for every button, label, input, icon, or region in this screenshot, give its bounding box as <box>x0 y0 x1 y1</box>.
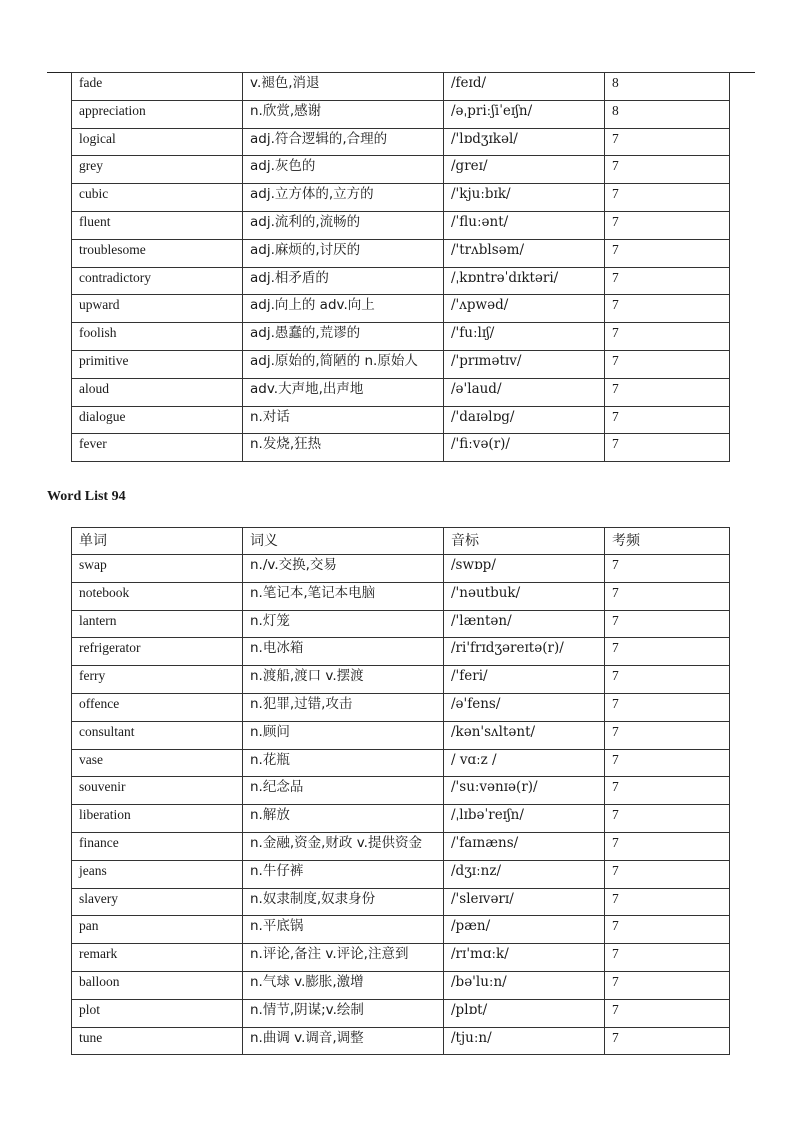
meaning-cell: adj.灰色的 <box>243 156 444 184</box>
table-row <box>72 378 730 406</box>
word-cell: fluent <box>72 211 243 239</box>
meaning-cell: adj.符合逻辑的,合理的 <box>243 128 444 156</box>
word-cell: souvenir <box>72 777 243 805</box>
frequency-cell: 8 <box>605 100 730 128</box>
word-cell: troublesome <box>72 239 243 267</box>
phonetic-cell: /kən'sʌltənt/ <box>444 721 605 749</box>
table-row <box>72 610 730 638</box>
word-cell: dialogue <box>72 406 243 434</box>
frequency-cell: 7 <box>605 128 730 156</box>
frequency-cell: 7 <box>605 999 730 1027</box>
frequency-cell: 7 <box>605 693 730 721</box>
phonetic-cell: /dʒɪːnz/ <box>444 860 605 888</box>
table-row <box>72 555 730 583</box>
word-cell: remark <box>72 944 243 972</box>
meaning-cell: adj.相矛盾的 <box>243 267 444 295</box>
header-frequency: 考频 <box>605 528 730 555</box>
meaning-cell: n.顾问 <box>243 721 444 749</box>
phonetic-cell: /'ʌpwəd/ <box>444 295 605 323</box>
word-list-94-rows <box>72 555 730 1055</box>
frequency-cell: 7 <box>605 721 730 749</box>
frequency-cell: 7 <box>605 666 730 694</box>
phonetic-cell: /'trʌblsəm/ <box>444 239 605 267</box>
meaning-cell: n.气球 v.膨胀,激增 <box>243 971 444 999</box>
word-cell: logical <box>72 128 243 156</box>
table-row <box>72 128 730 156</box>
word-cell: primitive <box>72 350 243 378</box>
word-cell: swap <box>72 555 243 583</box>
meaning-cell: n.情节,阴谋;v.绘制 <box>243 999 444 1027</box>
table-row <box>72 582 730 610</box>
frequency-cell: 7 <box>605 638 730 666</box>
meaning-cell: n.灯笼 <box>243 610 444 638</box>
phonetic-cell: /feɪd/ <box>444 73 605 101</box>
table-row <box>72 73 730 101</box>
table-row <box>72 666 730 694</box>
word-cell: vase <box>72 749 243 777</box>
meaning-cell: n.发烧,狂热 <box>243 434 444 462</box>
frequency-cell: 7 <box>605 350 730 378</box>
table-row <box>72 184 730 212</box>
table-row <box>72 888 730 916</box>
table-row <box>72 638 730 666</box>
table-row <box>72 805 730 833</box>
phonetic-cell: /tjuːn/ <box>444 1027 605 1055</box>
meaning-cell: n.解放 <box>243 805 444 833</box>
phonetic-cell: /'læntən/ <box>444 610 605 638</box>
table-row <box>72 916 730 944</box>
frequency-cell: 7 <box>605 805 730 833</box>
frequency-cell: 7 <box>605 749 730 777</box>
frequency-cell: 7 <box>605 582 730 610</box>
word-cell: consultant <box>72 721 243 749</box>
table-row <box>72 693 730 721</box>
table-row <box>72 100 730 128</box>
phonetic-cell: /'lɒdʒɪkəl/ <box>444 128 605 156</box>
phonetic-cell: /pæn/ <box>444 916 605 944</box>
phonetic-cell: /swɒp/ <box>444 555 605 583</box>
word-cell: aloud <box>72 378 243 406</box>
phonetic-cell: /ri'frɪdʒəreɪtə(r)/ <box>444 638 605 666</box>
table-row <box>72 860 730 888</box>
frequency-cell: 7 <box>605 610 730 638</box>
table-row <box>72 777 730 805</box>
word-cell: foolish <box>72 323 243 351</box>
word-cell: grey <box>72 156 243 184</box>
phonetic-cell: /rɪ'mɑːk/ <box>444 944 605 972</box>
meaning-cell: n.电冰箱 <box>243 638 444 666</box>
table-row <box>72 434 730 462</box>
table-row <box>72 721 730 749</box>
meaning-cell: adj.麻烦的,讨厌的 <box>243 239 444 267</box>
frequency-cell: 7 <box>605 211 730 239</box>
phonetic-cell: /plɒt/ <box>444 999 605 1027</box>
word-cell: plot <box>72 999 243 1027</box>
meaning-cell: n.评论,备注 v.评论,注意到 <box>243 944 444 972</box>
frequency-cell: 7 <box>605 555 730 583</box>
phonetic-cell: /greɪ/ <box>444 156 605 184</box>
section-title-word-list-94: Word List 94 <box>47 489 126 504</box>
phonetic-cell: /'suːvənɪə(r)/ <box>444 777 605 805</box>
table-row <box>72 156 730 184</box>
frequency-cell: 7 <box>605 156 730 184</box>
phonetic-cell: /əˌpriːʃiˈeɪʃn/ <box>444 100 605 128</box>
meaning-cell: n.金融,资金,财政 v.提供资金 <box>243 832 444 860</box>
meaning-cell: n.渡船,渡口 v.摆渡 <box>243 666 444 694</box>
phonetic-cell: /'kjuːbɪk/ <box>444 184 605 212</box>
meaning-cell: v.褪色,消退 <box>243 73 444 101</box>
meaning-cell: n.平底锅 <box>243 916 444 944</box>
word-cell: ferry <box>72 666 243 694</box>
word-cell: contradictory <box>72 267 243 295</box>
frequency-cell: 7 <box>605 888 730 916</box>
meaning-cell: n.牛仔裤 <box>243 860 444 888</box>
word-list-94-table <box>71 527 730 1055</box>
table-row <box>72 832 730 860</box>
table-row <box>72 999 730 1027</box>
word-cell: lantern <box>72 610 243 638</box>
frequency-cell: 7 <box>605 1027 730 1055</box>
table-row <box>72 267 730 295</box>
meaning-cell: adj.向上的 adv.向上 <box>243 295 444 323</box>
word-cell: slavery <box>72 888 243 916</box>
table-row <box>72 295 730 323</box>
word-cell: balloon <box>72 971 243 999</box>
table-row <box>72 944 730 972</box>
frequency-cell: 7 <box>605 916 730 944</box>
meaning-cell: n.曲调 v.调音,调整 <box>243 1027 444 1055</box>
frequency-cell: 8 <box>605 73 730 101</box>
word-cell: notebook <box>72 582 243 610</box>
header-phonetic: 音标 <box>444 528 605 555</box>
meaning-cell: n./v.交换,交易 <box>243 555 444 583</box>
phonetic-cell: /'daɪəlɒg/ <box>444 406 605 434</box>
phonetic-cell: /'prɪmətɪv/ <box>444 350 605 378</box>
word-cell: finance <box>72 832 243 860</box>
word-list-93-rows <box>72 73 730 462</box>
word-cell: offence <box>72 693 243 721</box>
header-meaning: 词义 <box>243 528 444 555</box>
phonetic-cell: /bə'luːn/ <box>444 971 605 999</box>
word-cell: tune <box>72 1027 243 1055</box>
meaning-cell: adj.原始的,简陋的 n.原始人 <box>243 350 444 378</box>
frequency-cell: 7 <box>605 267 730 295</box>
frequency-cell: 7 <box>605 944 730 972</box>
table-row <box>72 749 730 777</box>
table-row <box>72 211 730 239</box>
frequency-cell: 7 <box>605 323 730 351</box>
word-list-93-table <box>71 72 730 462</box>
word-cell: jeans <box>72 860 243 888</box>
meaning-cell: n.花瓶 <box>243 749 444 777</box>
frequency-cell: 7 <box>605 777 730 805</box>
table-row <box>72 406 730 434</box>
word-cell: appreciation <box>72 100 243 128</box>
table-row <box>72 323 730 351</box>
frequency-cell: 7 <box>605 184 730 212</box>
phonetic-cell: /ˈfluːənt/ <box>444 211 605 239</box>
table-header-row <box>72 528 730 555</box>
phonetic-cell: /'fiːvə(r)/ <box>444 434 605 462</box>
header-word: 单词 <box>72 528 243 555</box>
word-cell: fade <box>72 73 243 101</box>
phonetic-cell: /ˈfaɪnæns/ <box>444 832 605 860</box>
phonetic-cell: /ə'laud/ <box>444 378 605 406</box>
meaning-cell: adj.立方体的,立方的 <box>243 184 444 212</box>
frequency-cell: 7 <box>605 239 730 267</box>
word-cell: cubic <box>72 184 243 212</box>
meaning-cell: n.犯罪,过错,攻击 <box>243 693 444 721</box>
table-row <box>72 1027 730 1055</box>
word-cell: upward <box>72 295 243 323</box>
frequency-cell: 7 <box>605 860 730 888</box>
phonetic-cell: /'nəutbuk/ <box>444 582 605 610</box>
frequency-cell: 7 <box>605 971 730 999</box>
meaning-cell: n.对话 <box>243 406 444 434</box>
meaning-cell: adj.愚蠢的,荒谬的 <box>243 323 444 351</box>
word-cell: liberation <box>72 805 243 833</box>
phonetic-cell: /'sleɪvərɪ/ <box>444 888 605 916</box>
frequency-cell: 7 <box>605 832 730 860</box>
phonetic-cell: / vɑːz / <box>444 749 605 777</box>
phonetic-cell: /ˌkɒntrəˈdɪktəri/ <box>444 267 605 295</box>
word-cell: pan <box>72 916 243 944</box>
meaning-cell: n.奴隶制度,奴隶身份 <box>243 888 444 916</box>
table-row <box>72 350 730 378</box>
frequency-cell: 7 <box>605 295 730 323</box>
meaning-cell: adv.大声地,出声地 <box>243 378 444 406</box>
frequency-cell: 7 <box>605 378 730 406</box>
frequency-cell: 7 <box>605 434 730 462</box>
phonetic-cell: /'fuːlɪʃ/ <box>444 323 605 351</box>
phonetic-cell: /ə'fens/ <box>444 693 605 721</box>
meaning-cell: adj.流利的,流畅的 <box>243 211 444 239</box>
meaning-cell: n.纪念品 <box>243 777 444 805</box>
table-row <box>72 239 730 267</box>
meaning-cell: n.笔记本,笔记本电脑 <box>243 582 444 610</box>
frequency-cell: 7 <box>605 406 730 434</box>
meaning-cell: n.欣赏,感谢 <box>243 100 444 128</box>
word-cell: refrigerator <box>72 638 243 666</box>
word-cell: fever <box>72 434 243 462</box>
phonetic-cell: /ˌlɪbəˈreɪʃn/ <box>444 805 605 833</box>
table-row <box>72 971 730 999</box>
phonetic-cell: /'feri/ <box>444 666 605 694</box>
